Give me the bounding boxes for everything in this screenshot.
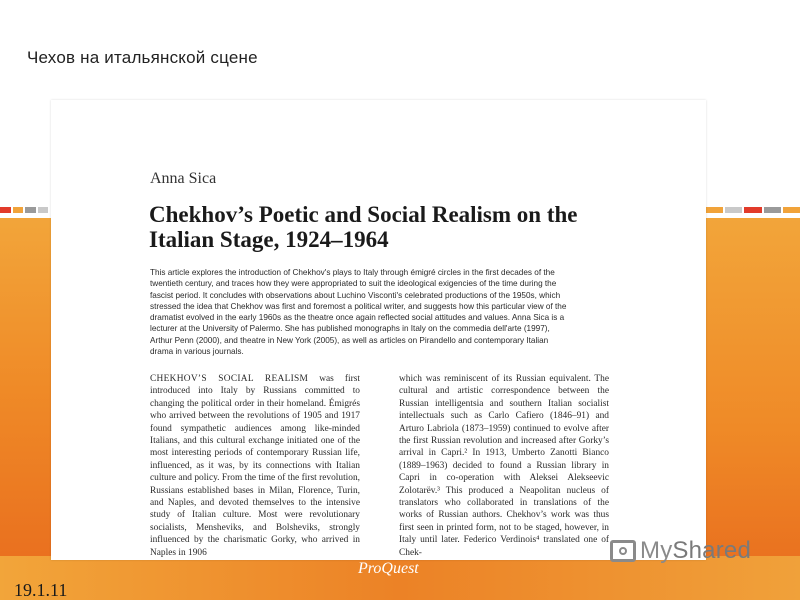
- presentation-icon: [610, 540, 636, 562]
- myshared-logo-text: [640, 537, 751, 565]
- myshared-suffix: Shared: [672, 537, 751, 564]
- myshared-logo[interactable]: [610, 537, 751, 565]
- myshared-prefix: My: [640, 537, 673, 564]
- article-title: Chekhov’s Poetic and Social Realism on the Italian Stage, 1924–1964: [149, 202, 578, 252]
- column-lead: CHEKHOV’S SOCIAL REALISM: [150, 374, 309, 384]
- slide-date: 19.1.11: [14, 580, 68, 600]
- stripe: [38, 207, 49, 213]
- stripe: [706, 207, 723, 213]
- proquest-logo: ProQuest: [358, 560, 419, 577]
- left-accent-stripes: [0, 207, 48, 213]
- stripe: [725, 207, 742, 213]
- right-accent-stripes: [706, 207, 800, 213]
- stripe: [0, 207, 11, 213]
- article-author: Anna Sica: [150, 170, 217, 187]
- article-column-left: [150, 373, 360, 559]
- stripe: [25, 207, 36, 213]
- left-decor-band: [0, 218, 52, 600]
- stripe: [744, 207, 761, 213]
- stripe: [764, 207, 781, 213]
- stripe: [13, 207, 24, 213]
- slide-title: Чехов на итальянской сцене: [27, 48, 258, 67]
- column-left-text: was first introduced into Italy by Russians committed to changing the political order in their homeland. Émigrés who arrived between the revolutions of 1905 and 1917 found sympathetic audiences among like-minded Italians, and this cultural exchange initiated one of the most interesting periods of contemporary Russian life, influenced, as it was, by its connections with Italian culture and policy. From the time of the first revolution, Russians established bases in Milan, Florence, Turin, and Naples, and devoted themselves to the intensive study of Italian culture. Most were revolutionary socialists, Mensheviks, and Bolsheviks, strongly influenced by the charismatic Gorky, who arrived in Naples in 1906: [150, 374, 360, 558]
- article-page-scan: [51, 100, 706, 560]
- article-column-right: which was reminiscent of its Russian equivalent. The cultural and artistic correspondence between the Russian intelligentsia and southern Italian socialist intellectuals such as Carlo Cafiero (1846–91) and Arturo Labriola (1873–1959) continued to evolve after the first Russian revolution and increased after Gorky’s arrival in Capri.² In 1913, Umberto Zanotti Bianco (1889–1963) decided to found a Russian library in Capri in co-operation with Aleksei Alekseevic Zolotarëv.³ This produced a Neapolitan nucleus of translators who collaborated in translations of the works of Russian authors. Chekhov’s work was thus first seen in printed form, not to be staged, however, in Italy until later. Federico Verdinois⁴ translated one of Chek-: [399, 374, 609, 558]
- stripe: [783, 207, 800, 213]
- article-abstract: This article explores the introduction of Chekhov's plays to Italy through émigré circles in the first decades of the twentieth century, and traces how they were appropriated to suit the ideological exigencies of the time during the fascist period. It concludes with observations about Luchino Visconti's celebrated productions of the 1950s, which stressed the idea that Chekhov was first and foremost a political writer, and suggests how this particular view of the dramatist evolved in the early 1960s as the theatre once again reflected social attitudes and values. Anna Sica is a lecturer at the University of Palermo. She has published monographs in Italy on the commedia dell'arte (1997), Arthur Penn (2000), and theatre in New York (2005), as well as articles on Pirandello and contemporary Italian drama in various journals.: [150, 268, 567, 357]
